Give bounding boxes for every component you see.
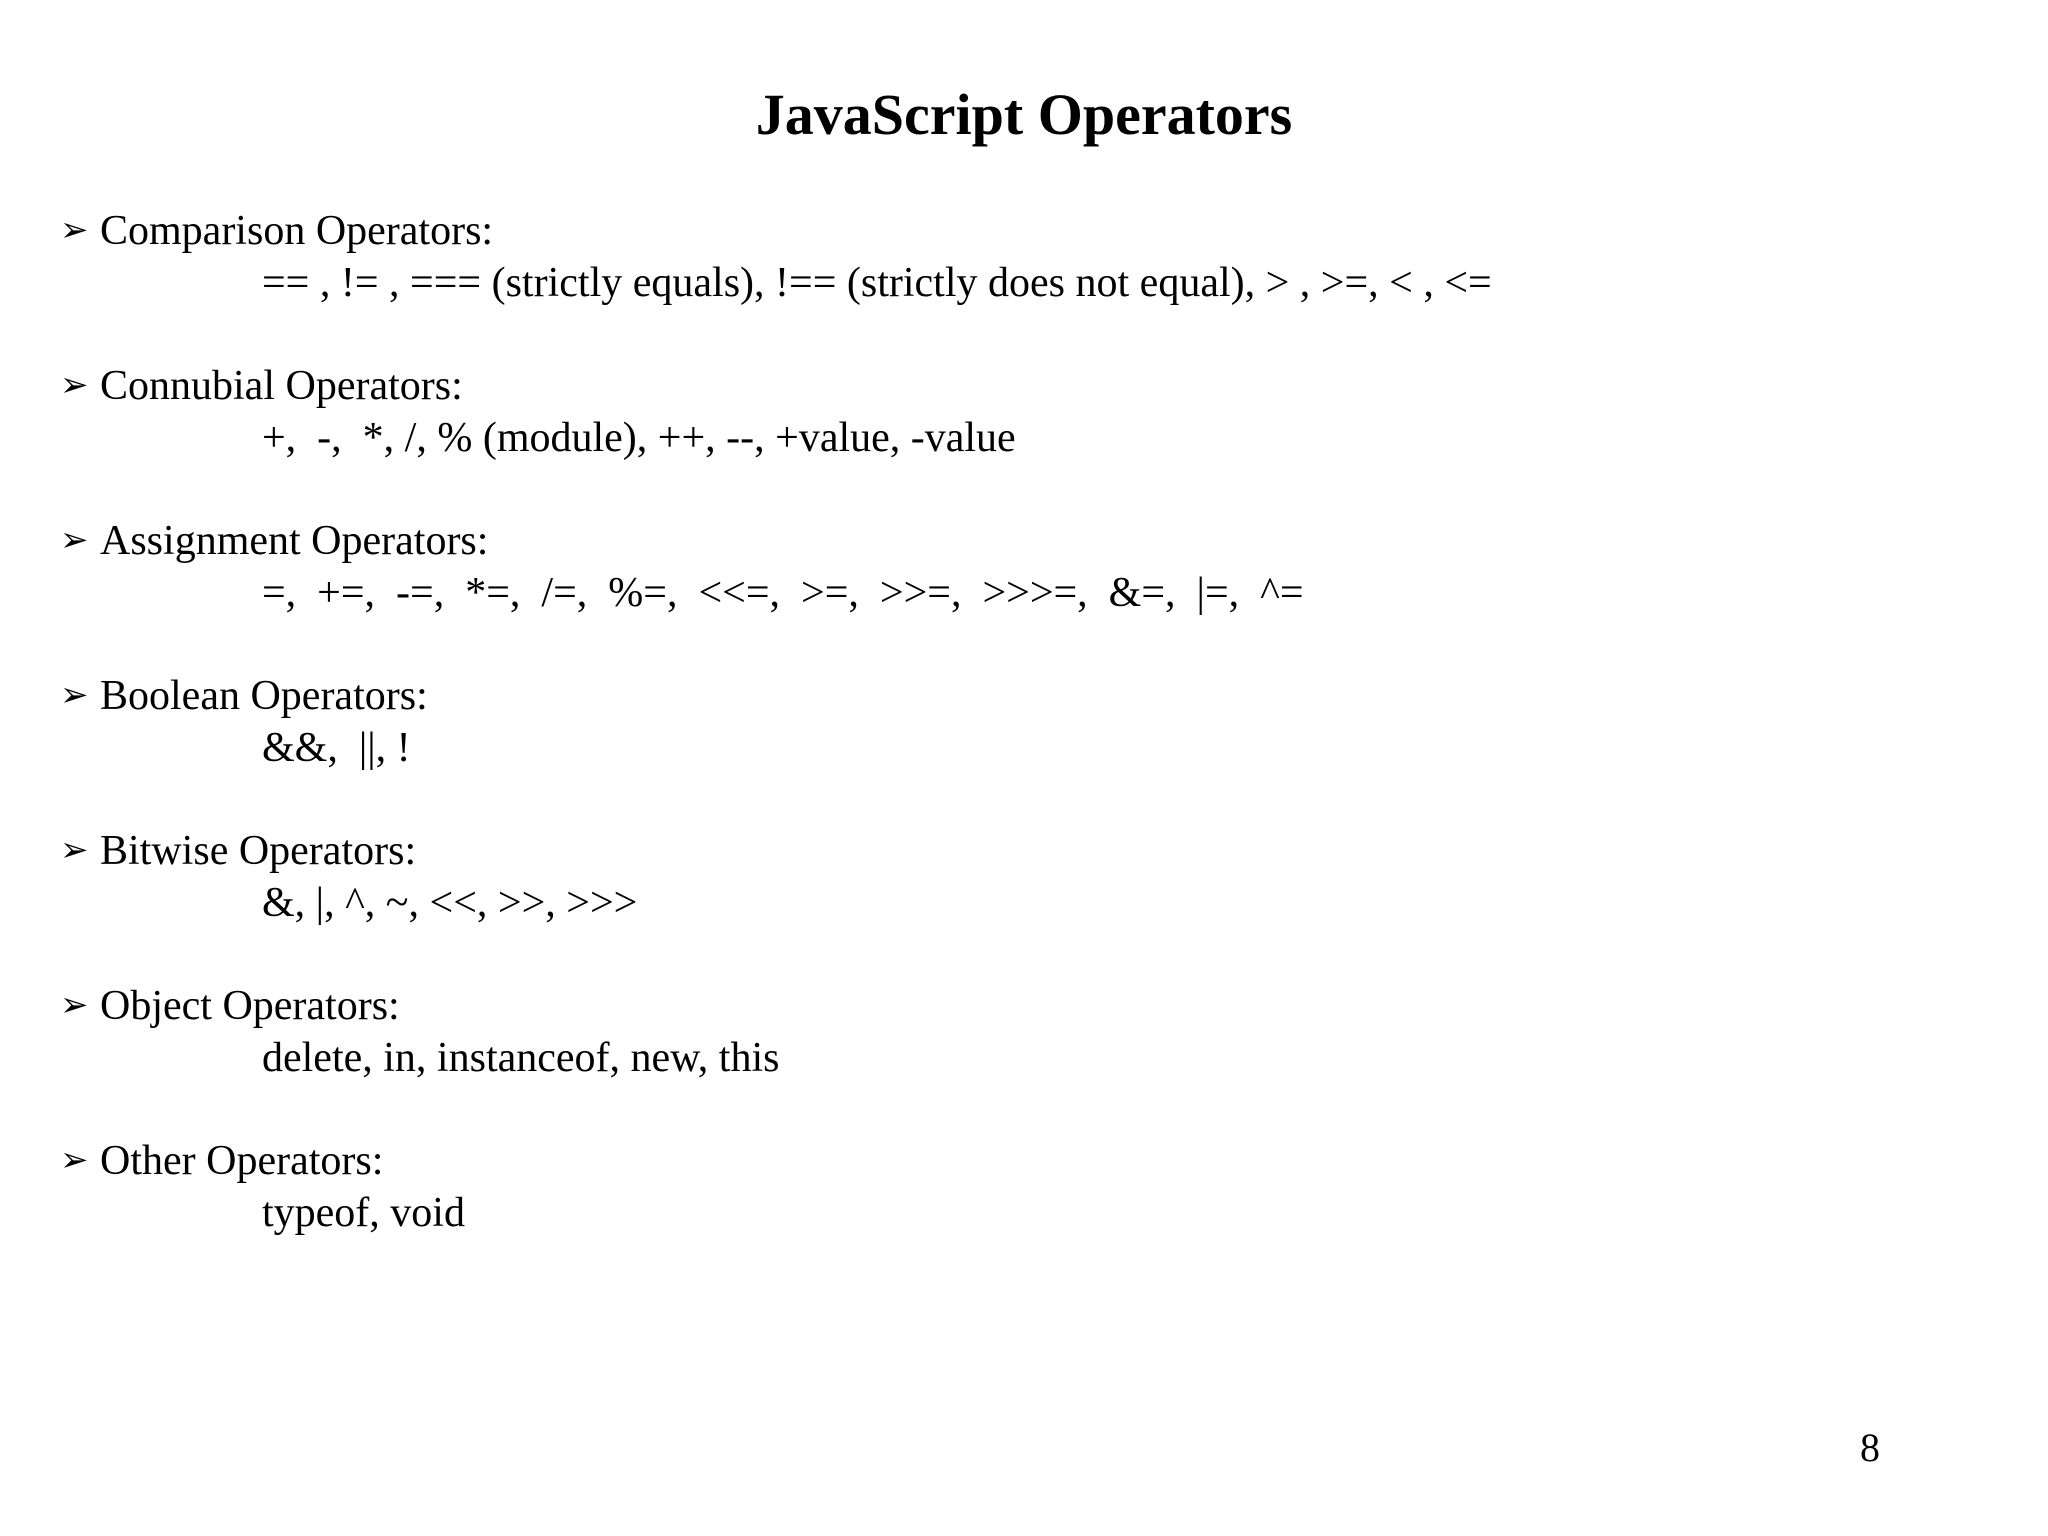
section-body: typeof, void bbox=[262, 1190, 465, 1236]
section-body: =, +=, -=, *=, /=, %=, <<=, >=, >>=, >>>=, &=, |=, ^= bbox=[262, 570, 1304, 616]
section-heading-label: Other Operators: bbox=[100, 1138, 384, 1184]
section-body: &&, ||, ! bbox=[262, 725, 411, 771]
section-other-operators bbox=[60, 1135, 1960, 1239]
page-number: 8 bbox=[1860, 1425, 1880, 1470]
section-body: &, |, ^, ~, <<, >>, >>> bbox=[262, 880, 638, 926]
section-heading bbox=[60, 825, 1960, 877]
arrow-bullet-icon: ➢ bbox=[60, 832, 89, 869]
section-heading-label: Connubial Operators: bbox=[100, 363, 463, 409]
section-heading bbox=[60, 360, 1960, 412]
section-heading bbox=[60, 670, 1960, 722]
section-heading bbox=[60, 515, 1960, 567]
section-body: delete, in, instanceof, new, this bbox=[262, 1035, 780, 1081]
section-heading-label: Assignment Operators: bbox=[100, 518, 489, 564]
section-heading-label: Boolean Operators: bbox=[100, 673, 428, 719]
section-object-operators bbox=[60, 980, 1960, 1084]
section-connubial-operators bbox=[60, 360, 1960, 464]
slide-title: JavaScript Operators bbox=[755, 82, 1293, 147]
section-heading-label: Bitwise Operators: bbox=[100, 828, 417, 874]
section-assignment-operators bbox=[60, 515, 1960, 619]
section-body: == , != , === (strictly equals), !== (strictly does not equal), > , >=, < , <= bbox=[262, 260, 1492, 306]
arrow-bullet-icon: ➢ bbox=[60, 987, 89, 1024]
section-body: +, -, *, /, % (module), ++, --, +value, -value bbox=[262, 415, 1016, 461]
section-heading bbox=[60, 205, 1960, 257]
arrow-bullet-icon: ➢ bbox=[60, 1142, 89, 1179]
section-bitwise-operators bbox=[60, 825, 1960, 929]
section-boolean-operators bbox=[60, 670, 1960, 774]
arrow-bullet-icon: ➢ bbox=[60, 212, 89, 249]
section-heading-label: Comparison Operators: bbox=[100, 208, 494, 254]
section-comparison-operators bbox=[60, 205, 1960, 309]
arrow-bullet-icon: ➢ bbox=[60, 522, 89, 559]
section-heading bbox=[60, 980, 1960, 1032]
section-heading bbox=[60, 1135, 1960, 1187]
arrow-bullet-icon: ➢ bbox=[60, 677, 89, 714]
arrow-bullet-icon: ➢ bbox=[60, 367, 89, 404]
section-heading-label: Object Operators: bbox=[100, 983, 400, 1029]
